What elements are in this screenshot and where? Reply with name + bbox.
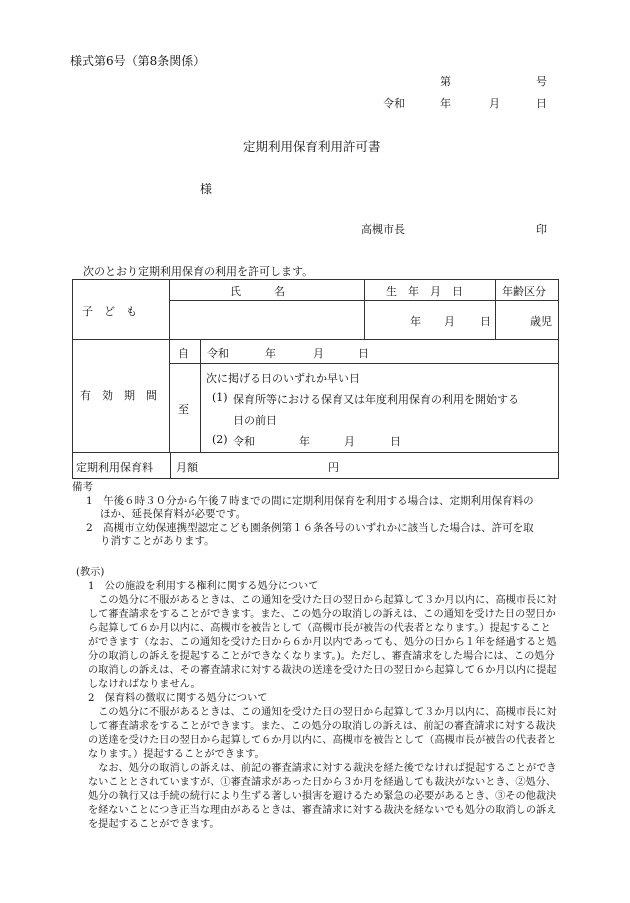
instruction-section-2-heading: 2 保育料の徴収に関する処分について (88, 693, 268, 704)
permit-table (72, 279, 559, 479)
remark-1-line-a: 1 午後６時３０分から午後７時までの間に定期利用保育を利用する場合は、定期利用保育料の (86, 494, 534, 507)
to-item2-month-unit: 月 (344, 435, 355, 448)
to-item1-text-cont: 日の前日 (233, 414, 277, 427)
issuer: 高槻市長 (361, 223, 405, 236)
instruction-section-2-body-1: この処分に不服があるときは、この通知を受けた日の翌日から起算して３か月以内に、高槻市長に対して審査請求をすることができます。また、この処分の取消しの訴えは、前記の審査請求に対する裁決の送達を受けた日の翌日から起算して６か月以内に、高槻市を被告として（高槻市長が被告の代表者となります。）提起することができます。 (88, 707, 557, 760)
age-header: 年齢区分 (502, 285, 546, 298)
from-day-unit: 日 (358, 347, 369, 360)
date-day-unit: 日 (536, 97, 547, 110)
instruction-section-1-body: この処分に不服があるときは、この通知を受けた日の翌日から起算して３か月以内に、高槻市長に対して審査請求をすることができます。また、この処分の取消しの訴えは、この通知を受けた日の翌日から起算して６か月以内に、高槻市を被告として（高槻市長が被告の代表者となります。）提起することができます（なお、この通知を受けた日から６か月以内であっても、処分の日から１年を経過すると処分の取消しの訴えを提起することができなくなります。)。ただし、審査請求をした場合には、この処分の取消しの訴えは、その審査請求に対する裁決の送達を受けた日の翌日から起算して６か月以内に提起しなければなりません。 (88, 595, 557, 690)
child-label: 子 ど も (82, 305, 137, 318)
seal-mark: 印 (536, 223, 547, 236)
to-item2-era: 令和 (233, 435, 255, 448)
birth-header: 生 年 月 日 (386, 285, 463, 298)
birth-day-unit: 日 (480, 315, 491, 328)
fee-unit: 円 (328, 461, 339, 474)
document-title: 定期利用保育利用許可書 (243, 139, 381, 154)
fee-monthly-label: 月額 (176, 461, 198, 474)
from-era: 令和 (207, 347, 229, 360)
number-suffix: 号 (536, 75, 547, 88)
to-label: 至 (178, 403, 189, 416)
from-month-unit: 月 (313, 347, 324, 360)
number-prefix: 第 (440, 75, 451, 88)
instruction-heading: (教示) (76, 567, 105, 578)
period-label: 有 効 期 間 (80, 389, 157, 402)
birth-year-unit: 年 (410, 315, 421, 328)
instruction-block (76, 566, 560, 832)
instruction-section-2-body-2: なお、処分の取消しの訴えは、前記の審査請求に対する裁決を経た後でなければ提起することができないこととされていますが、①審査請求があった日から３か月を経過しても裁決がないとき、②処分、処分の執行又は手続の続行により生ずる著しい損害を避けるため緊急の必要があるとき、③その他裁決を経ないことにつき正当な理由があるときは、審査請求に対する裁決を経ないでも処分の取消しの訴えを提起することができます。 (88, 763, 557, 830)
to-item1-number: (1) (212, 391, 228, 404)
date-era: 令和 (383, 97, 405, 110)
from-label: 自 (178, 347, 189, 360)
date-month-unit: 月 (489, 97, 500, 110)
from-year-unit: 年 (265, 347, 276, 360)
remark-1-line-b: ほか、延長保育料が必要です。 (100, 508, 247, 520)
to-item2-year-unit: 年 (299, 435, 310, 448)
birth-month-unit: 月 (444, 315, 455, 328)
to-item2-day-unit: 日 (390, 435, 401, 448)
remark-2-line-a: 2 高槻市立幼保連携型認定こども園条例第１６条各号のいずれかに該当した場合は、許可を取 (86, 521, 534, 534)
remark-2-line-b: り消すことがあります。 (100, 535, 215, 547)
to-item2-number: (2) (212, 433, 228, 446)
intro-text: 次のとおり定期利用保育の利用を許可します。 (83, 265, 314, 278)
date-year-unit: 年 (440, 97, 451, 110)
to-line1: 次に掲げる日のいずれか早い日 (206, 372, 360, 385)
remarks-heading: 備考 (72, 481, 93, 493)
to-item1-text: 保育所等における保育又は年度利用保育の利用を開始する (233, 393, 519, 406)
age-unit: 歳児 (530, 315, 552, 328)
name-header: 氏 名 (230, 285, 285, 298)
remarks (72, 481, 562, 549)
addressee-suffix: 様 (200, 182, 213, 196)
instruction-section-1-heading: 1 公の施設を利用する権利に関する処分について (88, 581, 319, 592)
form-label: 様式第6号（第8条関係） (70, 54, 206, 68)
fee-label: 定期利用保育料 (76, 461, 153, 474)
